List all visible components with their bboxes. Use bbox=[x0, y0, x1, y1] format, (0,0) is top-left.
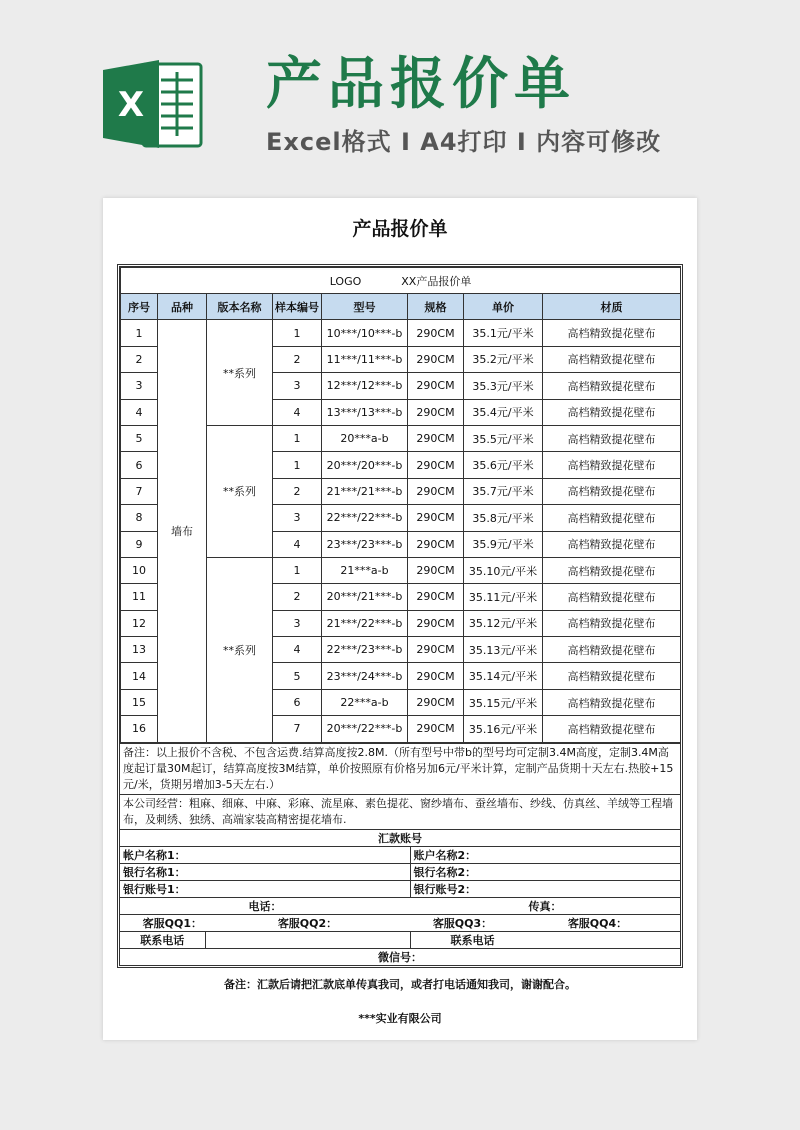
row-sample: 5 bbox=[273, 663, 322, 689]
row-model: 20***/20***-b bbox=[322, 452, 408, 478]
banner-subtitle: Excel格式 I A4打印 I 内容可修改 bbox=[266, 128, 662, 156]
row-model: 21***/21***-b bbox=[322, 478, 408, 504]
row-no: 2 bbox=[121, 346, 158, 372]
row-price: 35.10元/平米 bbox=[464, 557, 543, 583]
row-price: 35.11元/平米 bbox=[464, 584, 543, 610]
category-cell: 墙布 bbox=[158, 320, 207, 742]
row-no: 12 bbox=[121, 610, 158, 636]
row-no: 10 bbox=[121, 557, 158, 583]
qq-2-label: 客服QQ2： bbox=[205, 914, 410, 931]
row-price: 35.7元/平米 bbox=[464, 478, 543, 504]
svg-text:X: X bbox=[117, 85, 145, 125]
row-no: 4 bbox=[121, 399, 158, 425]
row-sample: 1 bbox=[273, 557, 322, 583]
banner-header bbox=[0, 0, 800, 190]
row-price: 35.14元/平米 bbox=[464, 663, 543, 689]
row-material: 高档精致提花壁布 bbox=[543, 637, 681, 663]
row-price: 35.2元/平米 bbox=[464, 346, 543, 372]
row-spec: 290CM bbox=[408, 531, 464, 557]
row-no: 14 bbox=[121, 663, 158, 689]
row-material: 高档精致提花壁布 bbox=[543, 373, 681, 399]
row-price: 35.6元/平米 bbox=[464, 452, 543, 478]
row-spec: 290CM bbox=[408, 663, 464, 689]
row-sample: 3 bbox=[273, 505, 322, 531]
row-spec: 290CM bbox=[408, 399, 464, 425]
row-sample: 1 bbox=[273, 425, 322, 451]
banner-title: 产品报价单 bbox=[266, 52, 576, 117]
row-material: 高档精致提花壁布 bbox=[543, 557, 681, 583]
account-title: 汇款账号 bbox=[120, 829, 680, 846]
row-price: 35.15元/平米 bbox=[464, 689, 543, 715]
row-material: 高档精致提花壁布 bbox=[543, 663, 681, 689]
row-model: 22***/22***-b bbox=[322, 505, 408, 531]
row-model: 20***a-b bbox=[322, 425, 408, 451]
row-no: 3 bbox=[121, 373, 158, 399]
row-no: 6 bbox=[121, 452, 158, 478]
row-no: 9 bbox=[121, 531, 158, 557]
col-header-version: 版本名称 bbox=[207, 294, 273, 320]
row-sample: 6 bbox=[273, 689, 322, 715]
row-spec: 290CM bbox=[408, 637, 464, 663]
row-spec: 290CM bbox=[408, 584, 464, 610]
row-material: 高档精致提花壁布 bbox=[543, 584, 681, 610]
row-material: 高档精致提花壁布 bbox=[543, 478, 681, 504]
row-model: 23***/23***-b bbox=[322, 531, 408, 557]
row-model: 12***/12***-b bbox=[322, 373, 408, 399]
row-material: 高档精致提花壁布 bbox=[543, 399, 681, 425]
fax-label: 传真： bbox=[410, 897, 680, 914]
excel-icon bbox=[103, 58, 203, 150]
row-sample: 3 bbox=[273, 610, 322, 636]
company-name: ***实业有限公司 bbox=[358, 1012, 442, 1025]
qq-4-label: 客服QQ4： bbox=[515, 914, 680, 931]
note-business: 本公司经营：粗麻、细麻、中麻、彩麻、流星麻、素色提花、窗纱墙布、蚕丝墙布、纱线、仿真丝、羊绒等工程墙布，及刺绣、独绣、高端家装高精密提花墙布. bbox=[120, 794, 680, 829]
row-model: 21***/22***-b bbox=[322, 610, 408, 636]
row-no: 16 bbox=[121, 716, 158, 742]
bank-account-1: 银行账号1： bbox=[120, 880, 410, 897]
logo-text: LOGO bbox=[329, 274, 362, 288]
bank-name-2: 银行名称2： bbox=[410, 863, 680, 880]
row-material: 高档精致提花壁布 bbox=[543, 531, 681, 557]
row-sample: 4 bbox=[273, 531, 322, 557]
col-header-spec: 规格 bbox=[408, 294, 464, 320]
row-price: 35.12元/平米 bbox=[464, 610, 543, 636]
bank-name-1: 银行名称1： bbox=[120, 863, 410, 880]
table-body bbox=[121, 320, 681, 742]
qq-3-label: 客服QQ3： bbox=[410, 914, 515, 931]
row-no: 11 bbox=[121, 584, 158, 610]
contact-phone-2: 联系电话 bbox=[410, 931, 680, 948]
row-no: 15 bbox=[121, 689, 158, 715]
row-model: 11***/11***-b bbox=[322, 346, 408, 372]
table-row bbox=[121, 320, 681, 346]
account-table bbox=[120, 829, 680, 965]
row-spec: 290CM bbox=[408, 505, 464, 531]
row-spec: 290CM bbox=[408, 425, 464, 451]
row-material: 高档精致提花壁布 bbox=[543, 716, 681, 742]
row-spec: 290CM bbox=[408, 346, 464, 372]
row-price: 35.8元/平米 bbox=[464, 505, 543, 531]
col-header-category: 品种 bbox=[158, 294, 207, 320]
row-sample: 1 bbox=[273, 452, 322, 478]
row-spec: 290CM bbox=[408, 373, 464, 399]
row-model: 20***/21***-b bbox=[322, 584, 408, 610]
phone-label: 电话： bbox=[120, 897, 410, 914]
row-material: 高档精致提花壁布 bbox=[543, 610, 681, 636]
row-sample: 3 bbox=[273, 373, 322, 399]
account-name-2: 账户名称2： bbox=[410, 846, 680, 863]
price-table bbox=[120, 267, 681, 743]
column-header-row bbox=[121, 294, 681, 320]
row-spec: 290CM bbox=[408, 478, 464, 504]
row-sample: 4 bbox=[273, 399, 322, 425]
contact-phone-1: 联系电话 bbox=[120, 931, 205, 948]
row-no: 7 bbox=[121, 478, 158, 504]
row-model: 22***a-b bbox=[322, 689, 408, 715]
col-header-sample: 样本编号 bbox=[273, 294, 322, 320]
row-material: 高档精致提花壁布 bbox=[543, 452, 681, 478]
document-sheet bbox=[103, 198, 697, 1040]
row-spec: 290CM bbox=[408, 610, 464, 636]
table-title: XX产品报价单 bbox=[401, 274, 472, 288]
row-sample: 2 bbox=[273, 346, 322, 372]
row-no: 1 bbox=[121, 320, 158, 346]
row-model: 10***/10***-b bbox=[322, 320, 408, 346]
row-spec: 290CM bbox=[408, 716, 464, 742]
col-header-model: 型号 bbox=[322, 294, 408, 320]
account-name-1: 帐户名称1： bbox=[120, 846, 410, 863]
quote-frame bbox=[117, 264, 683, 968]
row-spec: 290CM bbox=[408, 557, 464, 583]
row-spec: 290CM bbox=[408, 452, 464, 478]
row-material: 高档精致提花壁布 bbox=[543, 689, 681, 715]
row-sample: 2 bbox=[273, 478, 322, 504]
row-material: 高档精致提花壁布 bbox=[543, 505, 681, 531]
row-material: 高档精致提花壁布 bbox=[543, 320, 681, 346]
series-cell: **系列 bbox=[207, 425, 273, 557]
bank-account-2: 银行账号2： bbox=[410, 880, 680, 897]
row-price: 35.5元/平米 bbox=[464, 425, 543, 451]
row-sample: 1 bbox=[273, 320, 322, 346]
row-sample: 2 bbox=[273, 584, 322, 610]
row-material: 高档精致提花壁布 bbox=[543, 346, 681, 372]
row-sample: 7 bbox=[273, 716, 322, 742]
wechat-label: 微信号： bbox=[120, 948, 680, 965]
row-price: 35.3元/平米 bbox=[464, 373, 543, 399]
row-no: 5 bbox=[121, 425, 158, 451]
row-model: 21***a-b bbox=[322, 557, 408, 583]
series-cell: **系列 bbox=[207, 320, 273, 426]
row-model: 22***/23***-b bbox=[322, 637, 408, 663]
note-pricing: 备注：以上报价不含税、不包含运费.结算高度按2.8M.（所有型号中带b的型号均可定制3.4M高度，定制3.4M高度起订量30M起订，结算高度按3M结算，单价按照原有价格另加6元/平米计算，定制产品货期十天左右.热胶+15元/米，货期另增加3-5天左右.） bbox=[120, 743, 680, 794]
col-header-price: 单价 bbox=[464, 294, 543, 320]
row-price: 35.16元/平米 bbox=[464, 716, 543, 742]
row-price: 35.4元/平米 bbox=[464, 399, 543, 425]
document-title: 产品报价单 bbox=[352, 218, 448, 240]
row-no: 8 bbox=[121, 505, 158, 531]
row-material: 高档精致提花壁布 bbox=[543, 425, 681, 451]
remit-footnote: 备注：汇款后请把汇款底单传真我司，或者打电话通知我司，谢谢配合。 bbox=[224, 978, 576, 991]
row-price: 35.1元/平米 bbox=[464, 320, 543, 346]
row-price: 35.9元/平米 bbox=[464, 531, 543, 557]
row-no: 13 bbox=[121, 637, 158, 663]
series-cell: **系列 bbox=[207, 557, 273, 742]
col-header-material: 材质 bbox=[543, 294, 681, 320]
col-header-no: 序号 bbox=[121, 294, 158, 320]
table-title-row bbox=[121, 268, 681, 294]
row-model: 20***/22***-b bbox=[322, 716, 408, 742]
row-spec: 290CM bbox=[408, 320, 464, 346]
row-sample: 4 bbox=[273, 637, 322, 663]
row-model: 23***/24***-b bbox=[322, 663, 408, 689]
qq-1-label: 客服QQ1： bbox=[120, 914, 205, 931]
row-price: 35.13元/平米 bbox=[464, 637, 543, 663]
row-model: 13***/13***-b bbox=[322, 399, 408, 425]
row-spec: 290CM bbox=[408, 689, 464, 715]
